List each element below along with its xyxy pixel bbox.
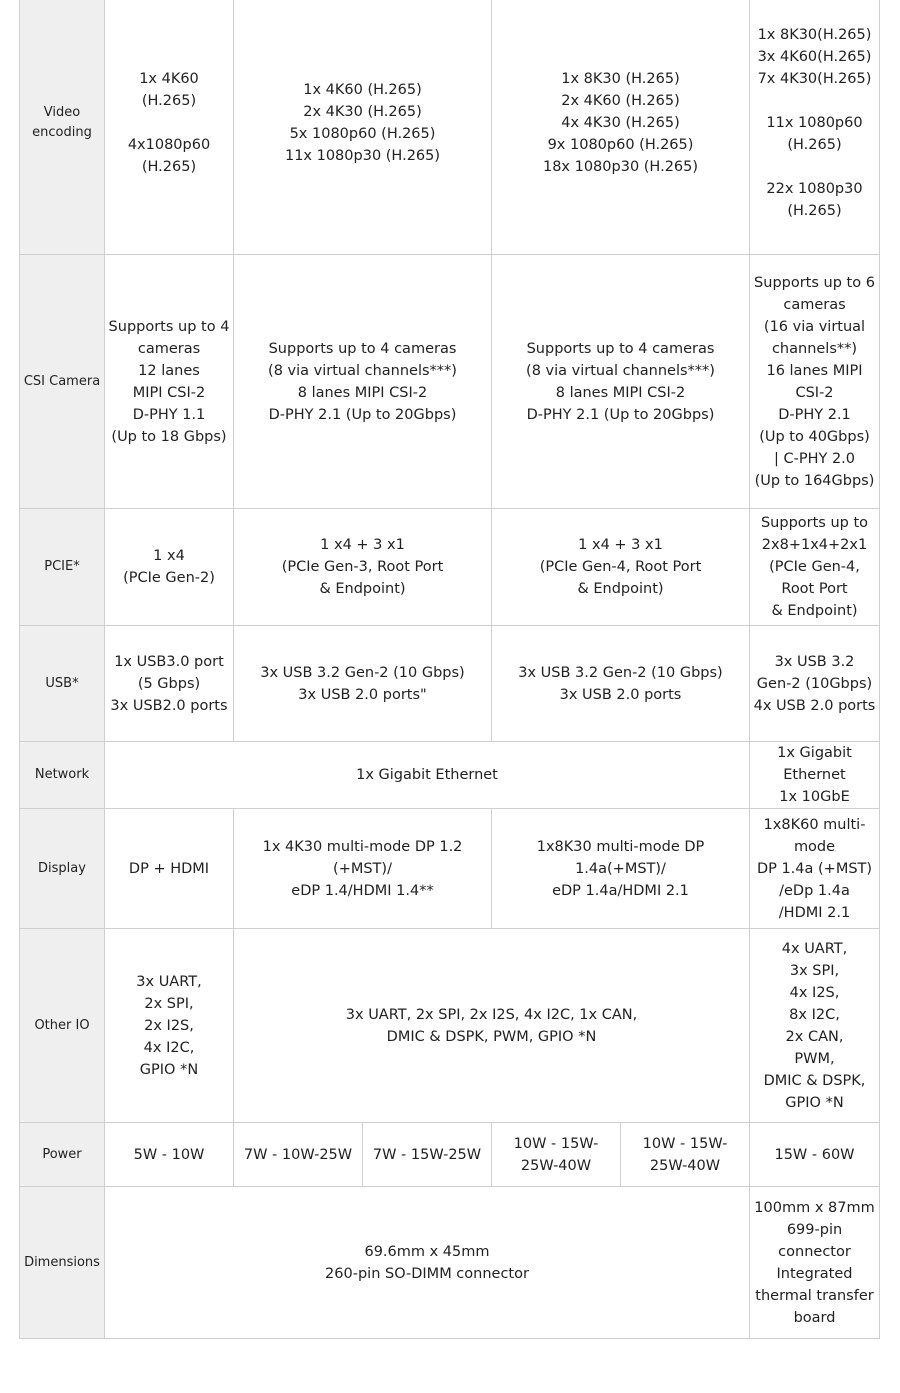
cell-pcie-col3: 1 x4 + 3 x1 (PCIe Gen-4, Root Port & Endpoint) [492,509,750,626]
cell-display-col1: DP + HDMI [105,809,234,929]
cell-usb-col1: 1x USB3.0 port (5 Gbps) 3x USB2.0 ports [105,626,234,742]
cell-video-col4: 1x 8K30(H.265) 3x 4K60(H.265) 7x 4K30(H.265) 11x 1080p60 (H.265) 22x 1080p30 (H.265) [750,0,880,255]
row-dimensions [20,1187,880,1339]
cell-otherio-col4: 4x UART, 3x SPI, 4x I2S, 8x I2C, 2x CAN, PWM, DMIC & DSPK, GPIO *N [750,929,880,1123]
cell-display-col4: 1x8K60 multi- mode DP 1.4a (+MST) /eDp 1.4a /HDMI 2.1 [750,809,880,929]
row-label-other-io: Other IO [20,929,105,1123]
row-label-video-encoding: Video encoding [20,0,105,255]
row-other-io [20,929,880,1123]
cell-video-col3: 1x 8K30 (H.265) 2x 4K60 (H.265) 4x 4K30 (H.265) 9x 1080p60 (H.265) 18x 1080p30 (H.265) [492,0,750,255]
row-label-pcie: PCIE* [20,509,105,626]
cell-power-col4: 15W - 60W [750,1123,880,1187]
cell-power-col2a: 7W - 10W-25W [234,1123,363,1187]
row-label-display: Display [20,809,105,929]
cell-video-col2: 1x 4K60 (H.265) 2x 4K30 (H.265) 5x 1080p60 (H.265) 11x 1080p30 (H.265) [234,0,492,255]
spec-table [19,0,880,1339]
cell-csi-col4: Supports up to 6 cameras (16 via virtual channels**) 16 lanes MIPI CSI-2 D-PHY 2.1 (Up to 40Gbps) | C-PHY 2.0 (Up to 164Gbps) [750,255,880,509]
cell-otherio-col2: 3x UART, 2x SPI, 2x I2S, 4x I2C, 1x CAN, DMIC & DSPK, PWM, GPIO *N [234,929,750,1123]
row-csi-camera [20,255,880,509]
row-label-usb: USB* [20,626,105,742]
cell-power-col1: 5W - 10W [105,1123,234,1187]
cell-csi-col3: Supports up to 4 cameras (8 via virtual channels***) 8 lanes MIPI CSI-2 D-PHY 2.1 (Up to 20Gbps) [492,255,750,509]
row-pcie [20,509,880,626]
cell-network-col4: 1x Gigabit Ethernet 1x 10GbE [750,742,880,809]
cell-power-col3a: 10W - 15W- 25W-40W [492,1123,621,1187]
cell-csi-col2: Supports up to 4 cameras (8 via virtual channels***) 8 lanes MIPI CSI-2 D-PHY 2.1 (Up to 20Gbps) [234,255,492,509]
cell-pcie-col4: Supports up to 2x8+1x4+2x1 (PCIe Gen-4, Root Port & Endpoint) [750,509,880,626]
cell-otherio-col1: 3x UART, 2x SPI, 2x I2S, 4x I2C, GPIO *N [105,929,234,1123]
cell-pcie-col1: 1 x4 (PCIe Gen-2) [105,509,234,626]
cell-usb-col4: 3x USB 3.2 Gen-2 (10Gbps) 4x USB 2.0 ports [750,626,880,742]
cell-usb-col2: 3x USB 3.2 Gen-2 (10 Gbps) 3x USB 2.0 ports" [234,626,492,742]
row-power [20,1123,880,1187]
row-label-csi-camera: CSI Camera [20,255,105,509]
row-display [20,809,880,929]
row-network [20,742,880,809]
cell-power-col3b: 10W - 15W- 25W-40W [621,1123,750,1187]
row-label-dimensions: Dimensions [20,1187,105,1339]
cell-pcie-col2: 1 x4 + 3 x1 (PCIe Gen-3, Root Port & Endpoint) [234,509,492,626]
cell-dimensions-col1: 69.6mm x 45mm 260-pin SO-DIMM connector [105,1187,750,1339]
cell-network-col1: 1x Gigabit Ethernet [105,742,750,809]
cell-power-col2b: 7W - 15W-25W [363,1123,492,1187]
row-video-encoding [20,0,880,255]
cell-csi-col1: Supports up to 4 cameras 12 lanes MIPI CSI-2 D-PHY 1.1 (Up to 18 Gbps) [105,255,234,509]
cell-video-col1: 1x 4K60 (H.265) 4x1080p60 (H.265) [105,0,234,255]
cell-display-col2: 1x 4K30 multi-mode DP 1.2 (+MST)/ eDP 1.4/HDMI 1.4** [234,809,492,929]
cell-dimensions-col4: 100mm x 87mm 699-pin connector Integrated thermal transfer board [750,1187,880,1339]
row-label-network: Network [20,742,105,809]
cell-display-col3: 1x8K30 multi-mode DP 1.4a(+MST)/ eDP 1.4a/HDMI 2.1 [492,809,750,929]
row-label-power: Power [20,1123,105,1187]
row-usb [20,626,880,742]
cell-usb-col3: 3x USB 3.2 Gen-2 (10 Gbps) 3x USB 2.0 ports [492,626,750,742]
